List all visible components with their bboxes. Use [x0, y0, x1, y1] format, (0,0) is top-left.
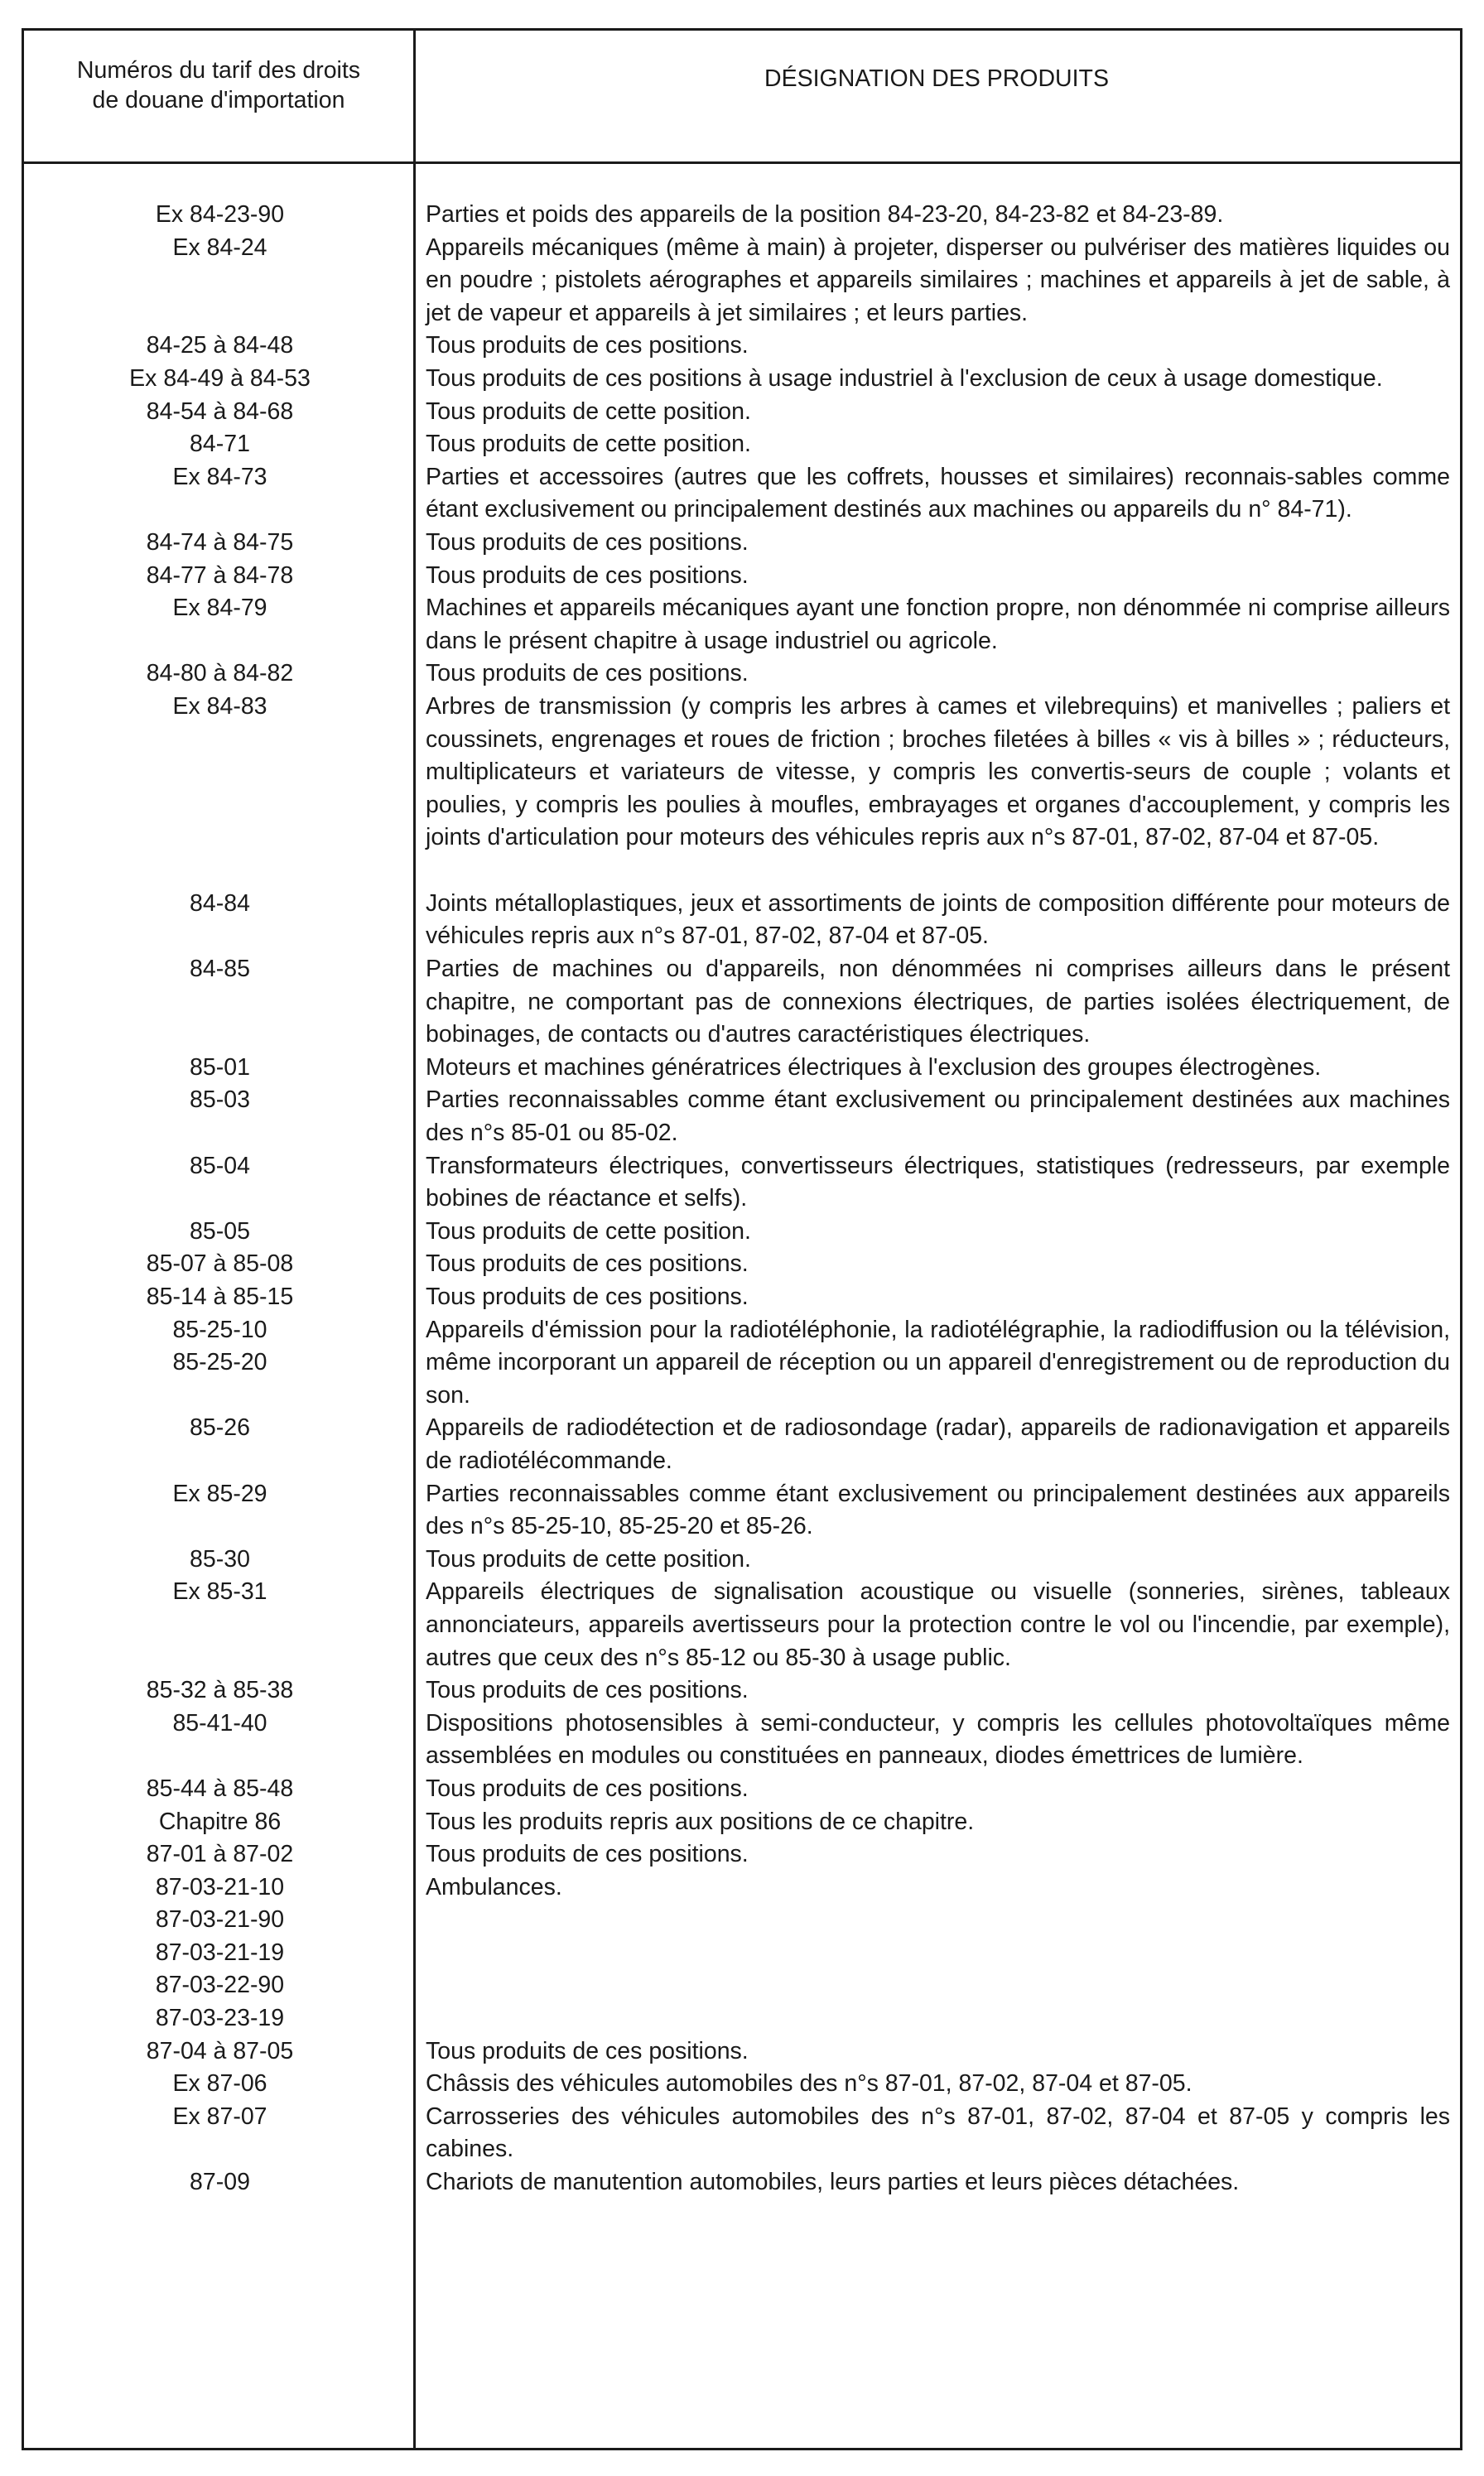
- tariff-code: Ex 85-29: [172, 1480, 267, 1507]
- table-row: [24, 1314, 1460, 1413]
- product-description: Tous les produits repris aux positions de ce chapitre.: [426, 1808, 975, 1835]
- tariff-code: Ex 84-23-90: [155, 201, 285, 228]
- table-row: [24, 1871, 1460, 2035]
- tariff-code: 84-80 à 84-82: [146, 660, 294, 687]
- table-row: [24, 363, 1460, 396]
- tariff-code: 85-41-40: [172, 1709, 267, 1737]
- table-row: [24, 2068, 1460, 2101]
- tariff-code: 84-84: [190, 889, 250, 917]
- tariff-code: Ex 84-49 à 84-53: [129, 364, 311, 392]
- product-description: Carrosseries des véhicules automobiles des n°s 87-01, 87-02, 87-04 et 87-05 y compris les cabines.: [426, 2103, 1450, 2163]
- tariff-code: Ex 84-24: [172, 234, 267, 261]
- tariff-code: 84-77 à 84-78: [146, 561, 294, 589]
- table-row: [24, 691, 1460, 855]
- table-row: [24, 1248, 1460, 1281]
- header-tariff-numbers: Numéros du tarif des droits de douane d'importation: [76, 57, 361, 113]
- product-description: Parties reconnaissables comme étant exclusivement ou principalement destinées aux appareils des n°s 85-25-10, 85-25-20 et 85-26.: [426, 1480, 1450, 1540]
- product-description: Tous produits de cette position.: [426, 1217, 751, 1245]
- product-description: Tous produits de ces positions.: [426, 332, 749, 359]
- product-description: Appareils électriques de signalisation acoustique ou visuelle (sonneries, sirènes, tableaux annonciateurs, appareils avertisseurs pour la protection contre le vol ou l'incendie, par exemple), autres que ceux des n°s 85-12 ou 85-30 à usage public.: [426, 1578, 1450, 1671]
- tariff-code: Chapitre 86: [158, 1808, 282, 1835]
- table-row: [24, 1708, 1460, 1773]
- table-row: [24, 2166, 1460, 2199]
- tariff-code: 85-04: [190, 1152, 250, 1179]
- tariff-code: Ex 87-07: [172, 2103, 267, 2130]
- table-row: [24, 232, 1460, 330]
- table-row: [24, 1806, 1460, 1839]
- product-description: Dispositions photosensibles à semi-conducteur, y compris les cellules photovoltaïques même assemblées en modules ou constituées en panneaux, diodes émettrices de lumière.: [426, 1709, 1450, 1770]
- tariff-code: 85-44 à 85-48: [146, 1775, 294, 1802]
- table-row: [24, 1150, 1460, 1216]
- product-description: Tous produits de ces positions.: [426, 1677, 749, 1704]
- product-description: Tous produits de ces positions.: [426, 528, 749, 556]
- product-description: Moteurs et machines génératrices électriques à l'exclusion des groupes électrogènes.: [426, 1053, 1322, 1081]
- table-row: [24, 1674, 1460, 1708]
- table-row: [24, 592, 1460, 658]
- tariff-code: Ex 84-83: [172, 692, 267, 720]
- table-row: [24, 953, 1460, 1052]
- product-description: Appareils d'émission pour la radiotéléphonie, la radiotélégraphie, la radiodiffusion ou la télévision, même incorporant un appareil de réception ou un appareil d'enregistrement ou de reproduction du son.: [426, 1316, 1450, 1409]
- product-description: Arbres de transmission (y compris les arbres à cames et vilebrequins) et manivelles ; paliers et coussinets, engrenages et roues de friction ; broches filetées à billes « vis à billes » ; réducteurs, multiplicateurs et variateurs de vitesse, y compris les convertis-seurs de couple ; volants et poulies, y compris les poulies à moufles, embrayages et organes d'accouplement, y compris les joints d'articulation pour moteurs des véhicules repris aux n°s 87-01, 87-02, 87-04 et 87-05.: [426, 692, 1450, 851]
- tariff-code: 84-54 à 84-68: [146, 397, 294, 425]
- tariff-code: 87-01 à 87-02: [146, 1841, 294, 1868]
- table-row: [24, 1084, 1460, 1149]
- tariff-code: 85-30: [190, 1545, 250, 1573]
- product-description: Châssis des véhicules automobiles des n°s 87-01, 87-02, 87-04 et 87-05.: [426, 2070, 1192, 2098]
- table-row: [24, 396, 1460, 429]
- product-description: Machines et appareils mécaniques ayant une fonction propre, non dénommée ni comprise ailleurs dans le présent chapitre à usage industriel ou agricole.: [426, 595, 1450, 654]
- product-description: Transformateurs électriques, convertisseurs électriques, statistiques (redresseurs, par exemple bobines de réactance et selfs).: [426, 1152, 1450, 1212]
- product-description: Tous produits de ces positions.: [426, 2037, 749, 2064]
- tariff-code: 84-85: [190, 956, 250, 983]
- table-row: [24, 560, 1460, 593]
- product-description: Parties et accessoires (autres que les coffrets, housses et similaires) reconnais-sables comme étant exclusivement ou principalement destinés aux machines ou appareils du n° 84-71).: [426, 463, 1450, 523]
- tariff-code: Ex 87-06: [172, 2070, 267, 2098]
- table-row: [24, 2035, 1460, 2069]
- tariff-code: 85-26: [190, 1414, 250, 1442]
- table-row: [24, 1544, 1460, 1577]
- tariff-code: 85-14 à 85-15: [146, 1284, 294, 1310]
- tariff-code: 84-74 à 84-75: [146, 528, 294, 556]
- tariff-table: [22, 28, 1462, 2450]
- table-row: [24, 1478, 1460, 1544]
- tariff-code: 85-32 à 85-38: [146, 1677, 294, 1704]
- product-description: Ambulances.: [426, 1873, 562, 1900]
- product-description: Appareils mécaniques (même à main) à projeter, disperser ou pulvériser des matières liquides ou en poudre ; pistolets aérographes et appareils similaires ; machines et appareils à jet de sable, à jet de vapeur et appareils à jet similaires ; et leurs parties.: [426, 234, 1450, 326]
- product-description: Parties reconnaissables comme étant exclusivement ou principalement destinées aux machines des n°s 85-01 ou 85-02.: [426, 1086, 1450, 1147]
- product-description: Tous produits de ces positions.: [426, 561, 749, 589]
- table-row: [24, 658, 1460, 691]
- table-body: [24, 199, 1460, 2199]
- tariff-code: 85-25-10 85-25-20: [172, 1316, 267, 1376]
- product-description: Parties de machines ou d'appareils, non dénommées ni comprises ailleurs dans le présent chapitre, ne comportant pas de connexions électriques, de parties isolées électriquement, de bobinages, de contacts ou d'autres caractéristiques électriques.: [426, 956, 1450, 1048]
- table-row: [24, 1281, 1460, 1314]
- tariff-code: Ex 84-73: [172, 463, 267, 490]
- tariff-code: 87-04 à 87-05: [146, 2037, 294, 2064]
- tariff-code: 85-05: [190, 1217, 250, 1245]
- table-row: [24, 527, 1460, 560]
- product-description: Tous produits de cette position.: [426, 1545, 751, 1573]
- product-description: Joints métalloplastiques, jeux et assortiments de joints de composition différente pour moteurs de véhicules repris aux n°s 87-01, 87-02, 87-04 et 87-05.: [426, 889, 1450, 950]
- header-product-designation: DÉSIGNATION DES PRODUITS: [764, 65, 1109, 92]
- tariff-code: 85-07 à 85-08: [146, 1250, 294, 1278]
- tariff-code: 87-09: [190, 2169, 250, 2196]
- table-header: [24, 31, 1460, 164]
- tariff-code: 85-01: [190, 1053, 250, 1081]
- tariff-code: Ex 84-79: [172, 595, 267, 622]
- product-description: Appareils de radiodétection et de radiosondage (radar), appareils de radionavigation et appareils de radiotélécommande.: [426, 1414, 1450, 1474]
- product-description: Tous produits de cette position.: [426, 431, 751, 458]
- table-row: [24, 1052, 1460, 1085]
- tariff-code: 85-03: [190, 1086, 250, 1114]
- tariff-code: 87-03-21-10 87-03-21-90 87-03-21-19 87-03-22-90 87-03-23-19: [155, 1873, 285, 2032]
- table-row: [24, 1576, 1460, 1674]
- product-description: Tous produits de ces positions.: [426, 1250, 749, 1278]
- product-description: Tous produits de ces positions.: [426, 1284, 749, 1310]
- product-description: Tous produits de cette position.: [426, 397, 751, 425]
- table-row: [24, 1773, 1460, 1806]
- product-description: Tous produits de ces positions.: [426, 1775, 749, 1802]
- product-description: Tous produits de ces positions.: [426, 660, 749, 687]
- tariff-code: 84-71: [190, 431, 250, 458]
- table-row: [24, 428, 1460, 461]
- product-description: Chariots de manutention automobiles, leurs parties et leurs pièces détachées.: [426, 2169, 1240, 2196]
- table-row: [24, 2101, 1460, 2166]
- tariff-code: 84-25 à 84-48: [146, 332, 294, 359]
- product-description: Tous produits de ces positions.: [426, 1841, 749, 1868]
- table-row: [24, 330, 1460, 363]
- table-row: [24, 1838, 1460, 1871]
- table-row: [24, 199, 1460, 232]
- table-row: [24, 461, 1460, 527]
- product-description: Tous produits de ces positions à usage industriel à l'exclusion de ceux à usage domestique.: [426, 364, 1383, 392]
- tariff-code: Ex 85-31: [172, 1578, 267, 1606]
- table-row: [24, 1412, 1460, 1477]
- product-description: Parties et poids des appareils de la position 84-23-20, 84-23-82 et 84-23-89.: [426, 201, 1224, 228]
- table-row: [24, 1216, 1460, 1249]
- table-row: [24, 888, 1460, 953]
